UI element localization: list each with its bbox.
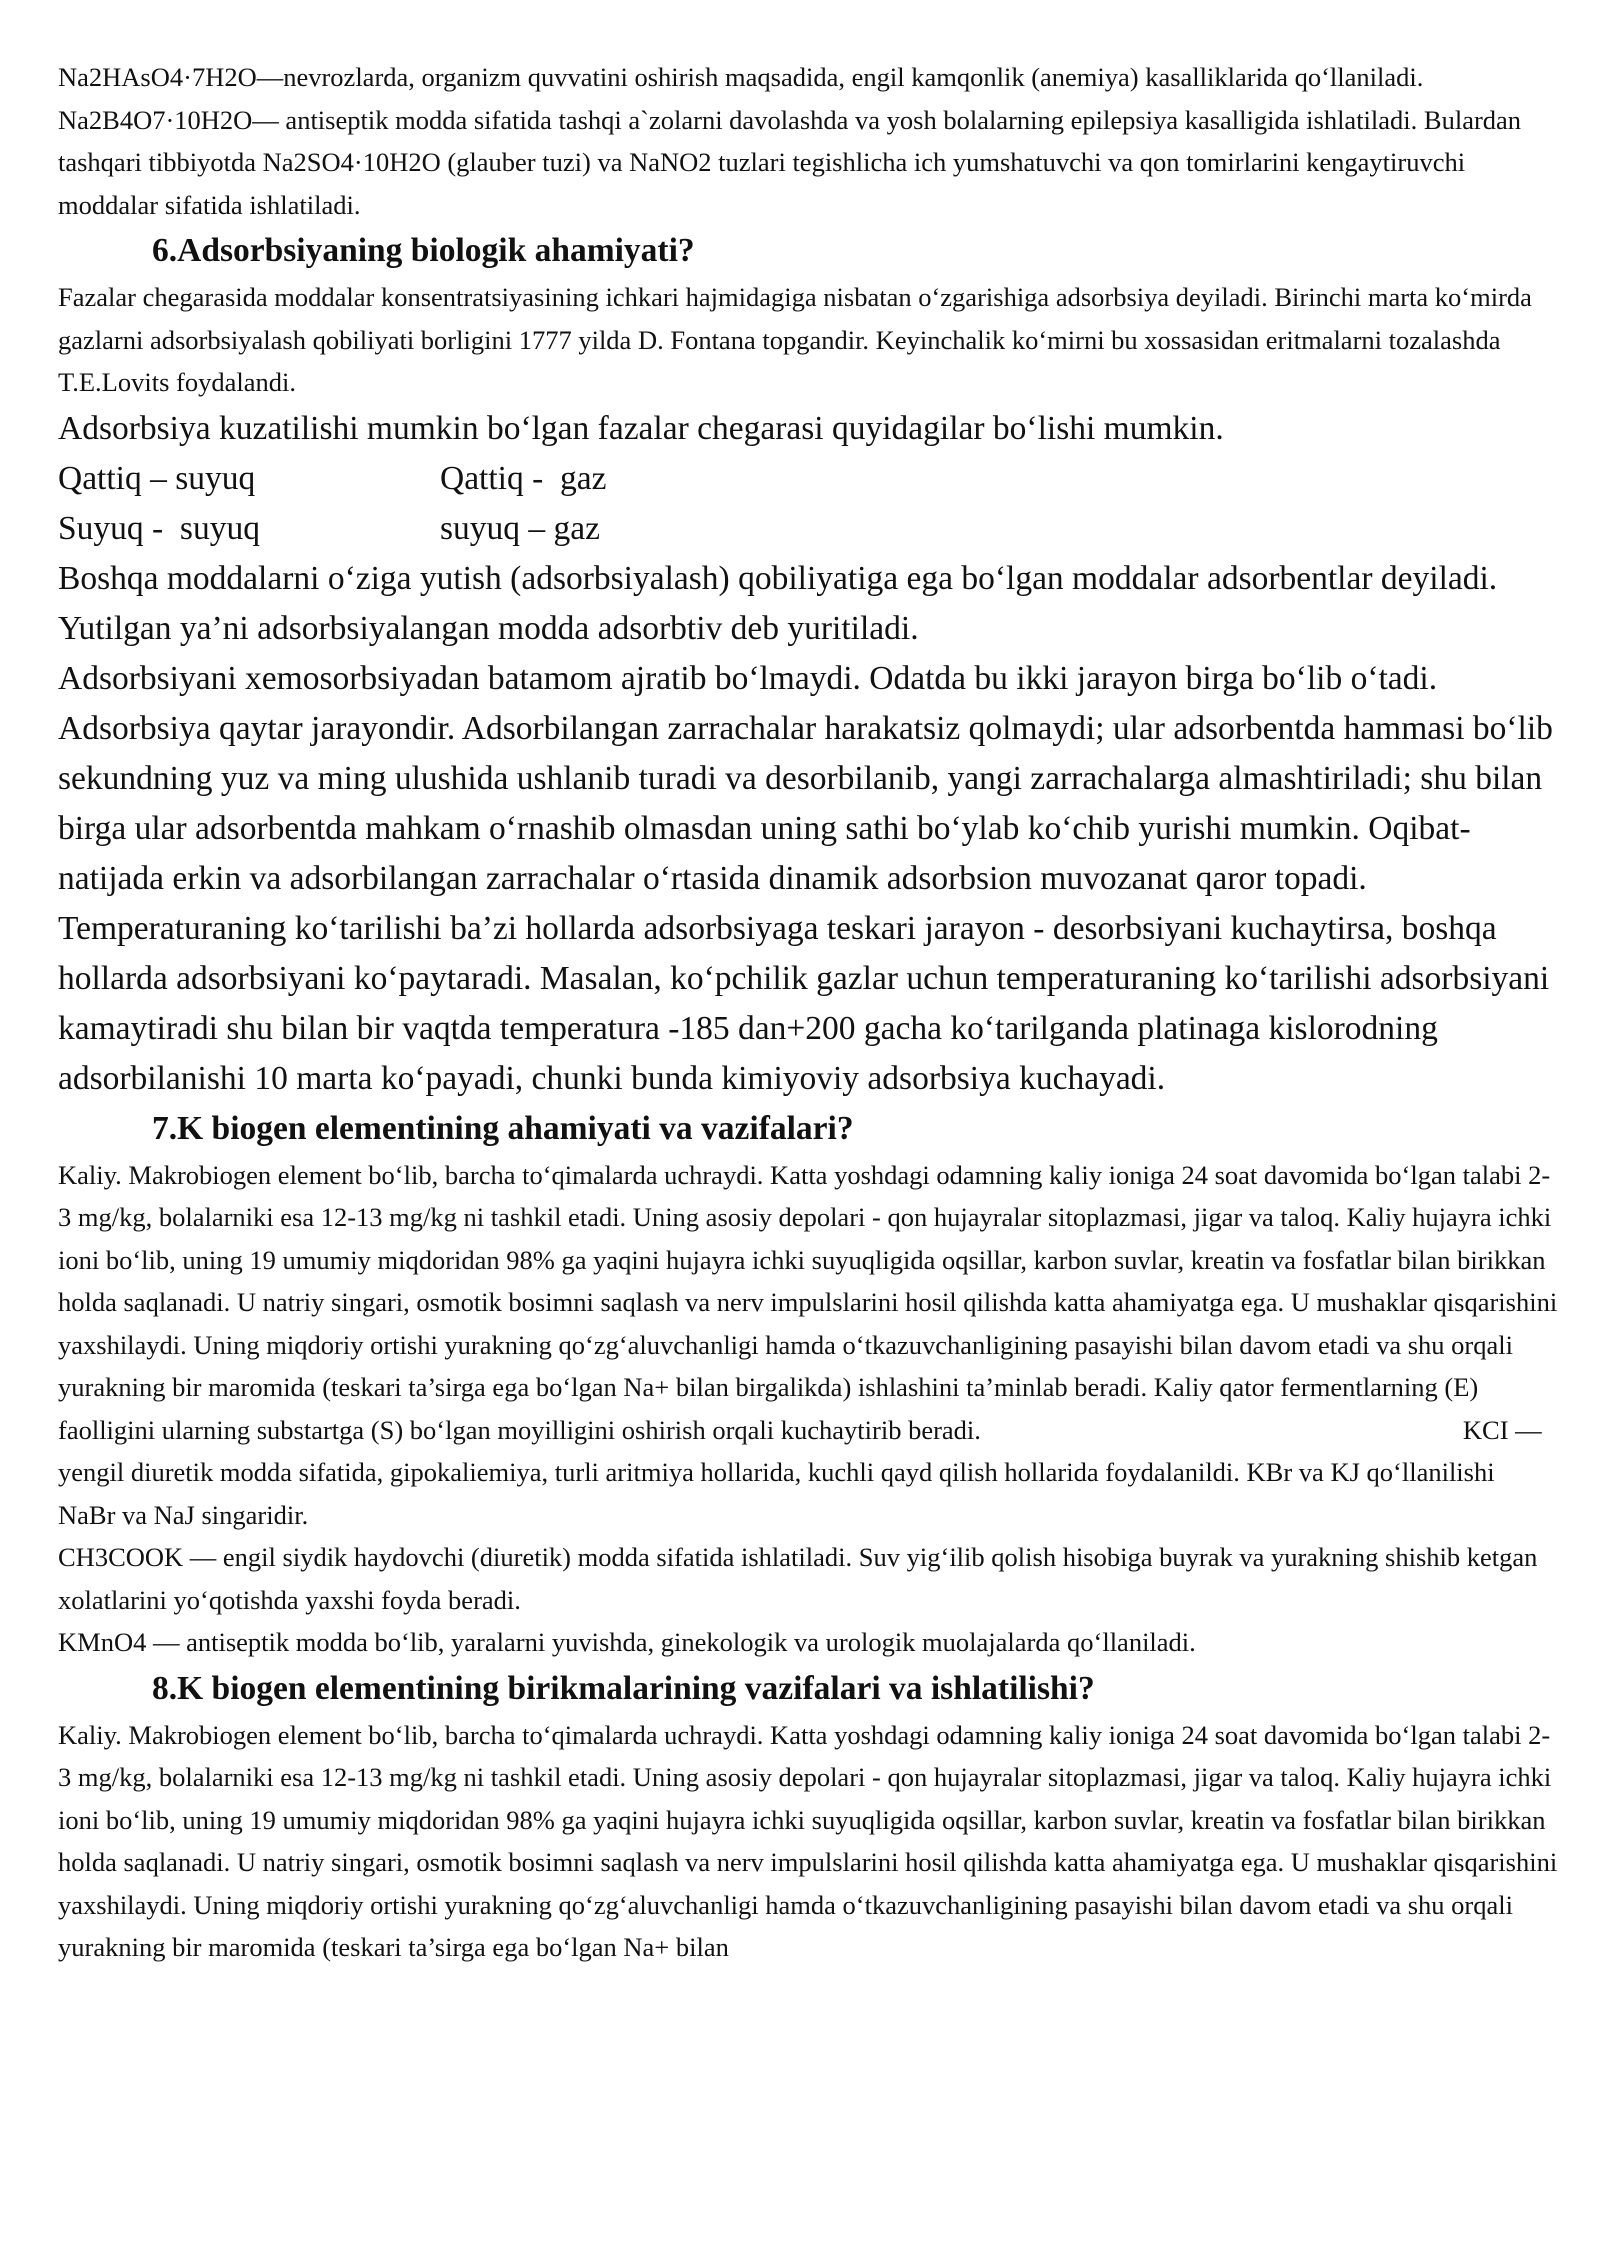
intro-paragraph: Na2HAsO4·7H2O—nevrozlarda, organizm quvvatini oshirish maqsadida, engil kamqonlik (anemiya) kasalliklarida qo‘llaniladi. Na2B4O7·10H2O— antiseptik modda sifatida tashqi a`zolarni davolashda va yosh bolalarning epilepsiya kasalligida ishlatiladi. Bulardan tashqari tibbiyotda Na2SO4·10H2O (glauber tuzi) va NaNO2 tuzlari tegishlicha ich yumshatuvchi va qon tomirlarini kengaytiruvchi moddalar sifatida ishlatiladi. <box>58 62 1522 220</box>
section-6-paragraph-3: Boshqa moddalarni o‘ziga yutish (adsorbsiyalash) qobiliyatiga ega bo‘lgan moddalar adsorbentlar deyiladi. Yutilgan ya’ni adsorbsiyalangan modda adsorbtiv deb yuritiladi. <box>58 559 1498 647</box>
section-6-paragraph-5: Temperaturaning ko‘tarilishi ba’zi hollarda adsorbsiyaga teskari jarayon - desorbsiyani kuchaytirsa, boshqa hollarda adsorbsiyani ko‘paytaradi. Masalan, ko‘pchilik gazlar uchun temperaturaning ko‘tarilishi adsorbsiyani kamaytiradi shu bilan bir vaqtda temperatura -185 dan+200 gacha ko‘tarilganda platinaga kislorodning adsorbilanishi 10 marta ko‘payadi, chunki bunda kimiyoviy adsorbsiya kuchayadi. <box>58 909 1550 1097</box>
phase-pair-left: Qattiq – suyuq <box>58 459 256 497</box>
section-7-paragraph-2: CH3COOK — engil siydik haydovchi (diuretik) modda sifatida ishlatiladi. Suv yig‘ilib qolish hisobiga buyrak va yurakning shishib ketgan xolatlarini yo‘qotishda yaxshi foyda beradi. <box>58 1542 1538 1615</box>
section-6-paragraph-4: Adsorbsiyani xemosorbsiyadan batamom ajratib bo‘lmaydi. Odatda bu ikki jarayon birga bo‘lib o‘tadi. Adsorbsiya qaytar jarayondir. Adsorbilangan zarrachalar harakatsiz qolmaydi; ular adsorbentda hammasi bo‘lib sekundning yuz va ming ulushida ushlanib turadi va desorbilanib, yangi zarrachalarga almashtiriladi; shu bilan birga ular adsorbentda mahkam o‘rnashib olmasdan uning sathi bo‘ylab ko‘chib yurishi mumkin. Oqibat-natijada erkin va adsorbilangan zarrachalar o‘rtasida dinamik adsorbsion muvozanat qaror topadi. <box>58 659 1553 897</box>
section-6-paragraph-1: Fazalar chegarasida moddalar konsentratsiyasining ichkari hajmidagiga nisbatan o‘zgarishiga adsorbsiya deyiladi. Birinchi marta ko‘mirda gazlarni adsorbsiyalash qobiliyati borligini 1777 yilda D. Fontana topgandir. Keyinchalik ko‘mirni bu xossasidan eritmalarni tozalashda T.E.Lovits foydalandi. <box>58 282 1532 397</box>
section-7-paragraph-1-text: Kaliy. Makrobiogen element bo‘lib, barcha to‘qimalarda uchraydi. Katta yoshdagi odamning kaliy ioniga 24 soat davomida bo‘lgan talabi 2-3 mg/kg, bolalarniki esa 12-13 mg/kg ni tashkil etadi. Uning asosiy depolari - qon hujayralar sitoplazmasi, jigar va taloq. Kaliy hujayra ichki ioni bo‘lib, uning 19 umumiy miqdoridan 98% ga yaqini hujayra ichki suyuqligida oqsillar, karbon suvlar, kreatin va fosfatlar bilan birikkan holda saqlanadi. U natriy singari, osmotik bosimni saqlash va nerv impulslarini hosil qilishda katta ahamiyatga ega. U mushaklar qisqarishini yaxshilaydi. Uning miqdoriy ortishi yurakning qo‘zg‘aluvchanligi hamda o‘tkazuvchanligining pasayishi bilan davom etadi va shu orqali yurakning bir maromida (teskari ta’sirga ega bo‘lgan Na+ bilan birgalikda) ishlashini ta’minlab beradi. Kaliy qator fermentlarning (E) faolligini ularning substartga (S) bo‘lgan moyilligini oshirish orqali kuchaytirib beradi. <box>58 1159 1558 1445</box>
phase-pair-right: Qattiq - gaz <box>440 459 607 497</box>
section-7-kci-text: KCI — yengil diuretik modda sifatida, gipokaliemiya, turli aritmiya hollarida, kuchli qayd qilish hollarida foydalanildi. KBr va KJ qo‘llanilishi NaBr va NaJ singaridir. <box>58 1414 1542 1530</box>
phase-pair-right: suyuq – gaz <box>440 509 601 547</box>
section-7-paragraph-1 <box>58 1154 1558 1537</box>
document-page <box>58 56 1558 1969</box>
section-8-heading: 8.K biogen elementining birikmalarining vazifalari va ishlatilishi? <box>152 1669 1095 1707</box>
section-7-paragraph-3: KMnO4 — antiseptik modda bo‘lib, yaralarni yuvishda, ginekologik va urologik muolajalarda qo‘llaniladi. <box>58 1627 1196 1657</box>
phase-pair-row-2 <box>58 504 1558 554</box>
section-8-paragraph-1: Kaliy. Makrobiogen element bo‘lib, barcha to‘qimalarda uchraydi. Katta yoshdagi odamning kaliy ioniga 24 soat davomida bo‘lgan talabi 2-3 mg/kg, bolalarniki esa 12-13 mg/kg ni tashkil etadi. Uning asosiy depolari - qon hujayralar sitoplazmasi, jigar va taloq. Kaliy hujayra ichki ioni bo‘lib, uning 19 umumiy miqdoridan 98% ga yaqini hujayra ichki suyuqligida oqsillar, karbon suvlar, kreatin va fosfatlar bilan birikkan holda saqlanadi. U natriy singari, osmotik bosimni saqlash va nerv impulslarini hosil qilishda katta ahamiyatga ega. U mushaklar qisqarishini yaxshilaydi. Uning miqdoriy ortishi yurakning qo‘zg‘aluvchanligi hamda o‘tkazuvchanligining pasayishi bilan davom etadi va shu orqali yurakning bir maromida (teskari ta’sirga ega bo‘lgan Na+ bilan <box>58 1719 1558 1962</box>
phase-pair-left: Suyuq - suyuq <box>58 509 260 547</box>
phase-pair-row-1 <box>58 454 1558 504</box>
section-6-heading: 6.Adsorbsiyaning biologik ahamiyati? <box>152 232 695 269</box>
section-7-heading: 7.K biogen elementining ahamiyati va vazifalari? <box>152 1109 854 1147</box>
section-6-paragraph-2: Adsorbsiya kuzatilishi mumkin bo‘lgan fazalar chegarasi quyidagilar bo‘lishi mumkin. <box>58 409 1224 447</box>
